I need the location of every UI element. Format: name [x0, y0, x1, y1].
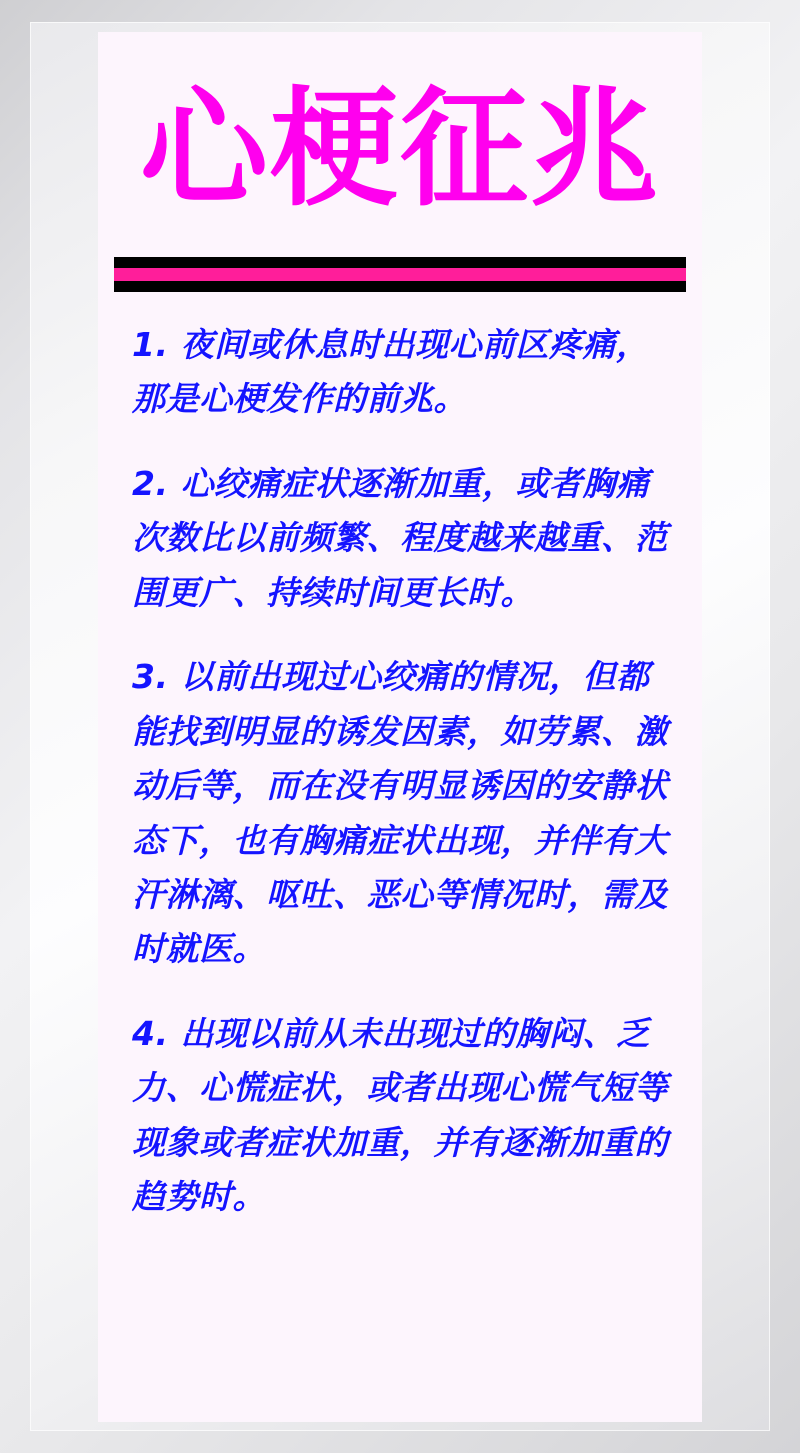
paragraph-item: 3. 以前出现过心绞痛的情况，但都能找到明显的诱发因素，如劳累、激动后等，而在没有明显诱因的安静状态下，也有胸痛症状出现，并伴有大汗淋漓、呕吐、恶心等情况时，需及时就医。 [132, 657, 668, 969]
title-divider [114, 257, 686, 292]
paragraph-item: 1. 夜间或休息时出现心前区疼痛，那是心梗发作的前兆。 [132, 325, 650, 419]
divider-line-top [114, 257, 686, 268]
paragraph-item: 4. 出现以前从未出现过的胸闷、乏力、心慌症状，或者出现心慌气短等现象或者症状加重，并有逐渐加重的趋势时。 [132, 1013, 668, 1217]
body-text [98, 292, 702, 1235]
content-card [98, 32, 702, 1422]
paragraph-item: 2. 心绞痛症状逐渐加重，或者胸痛次数比以前频繁、程度越来越重、范围更广、持续时间更长时。 [132, 463, 668, 612]
page-title: 心梗征兆 [139, 75, 660, 224]
divider-line-middle [114, 268, 686, 281]
divider-line-bottom [114, 281, 686, 292]
